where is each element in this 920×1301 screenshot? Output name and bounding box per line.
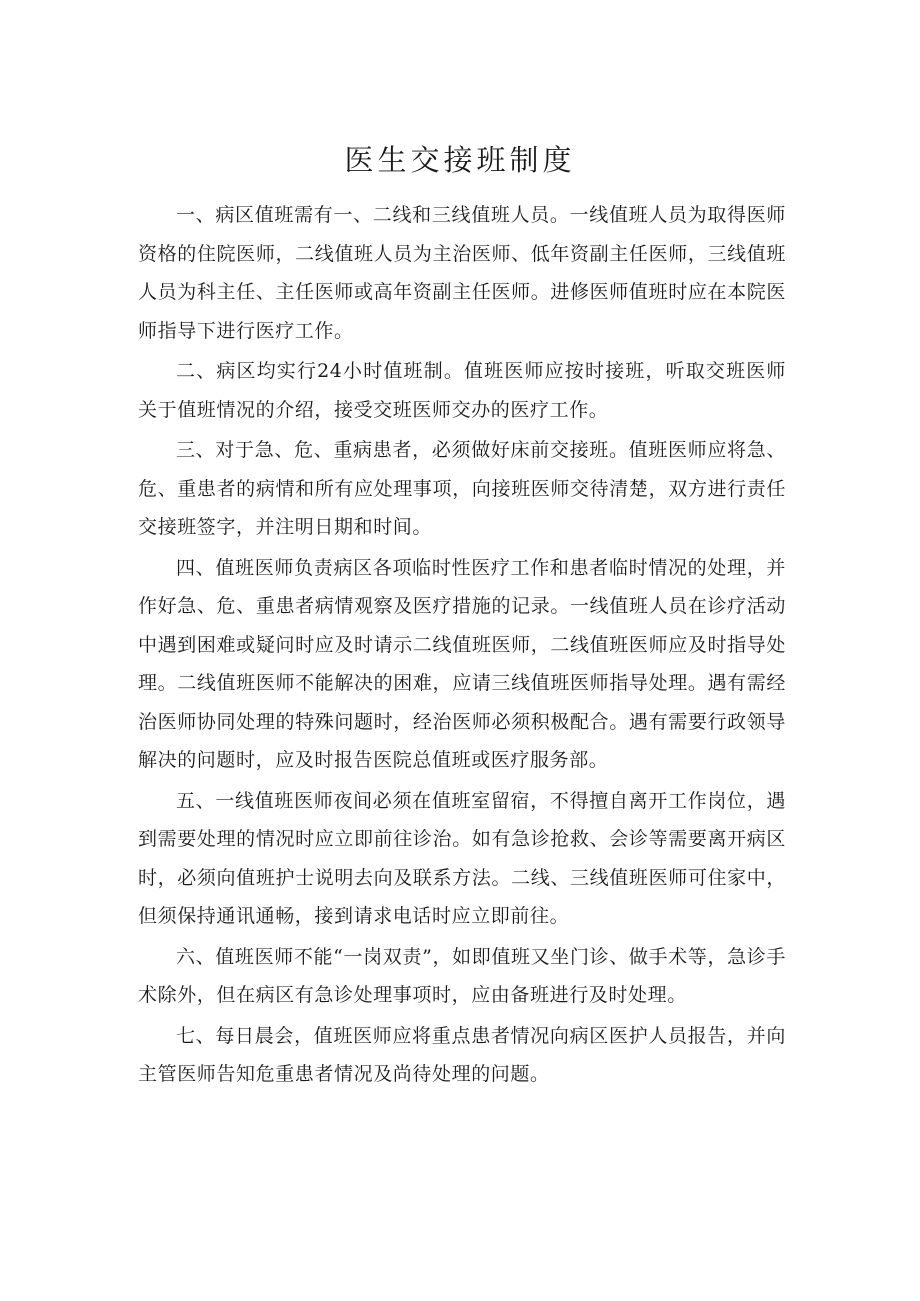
paragraph-5: 五、一线值班医师夜间必须在值班室留宿，不得擅自离开工作岗位，遇到需要处理的情况时应立即前往诊治。如有急诊抢救、会诊等需要离开病区时，必须向值班护士说明去向及联系方法。二线、三线值班医师可住家中，但须保持通讯通畅，接到请求电话时应立即前往。 [138, 789, 786, 927]
paragraph-2: 二、病区均实行24小时值班制。值班医师应按时接班，听取交班医师关于值班情况的介绍，接受交班医师交办的医疗工作。 [138, 360, 786, 421]
paragraph-7: 七、每日晨会，值班医师应将重点患者情况向病区医护人员报告，并向主管医师告知危重患者情况及尚待处理的问题。 [138, 1024, 786, 1085]
paragraph-1: 一、病区值班需有一、二线和三线值班人员。一线值班人员为取得医师资格的住院医师，二线值班人员为主治医师、低年资副主任医师，三线值班人员为科主任、主任医师或高年资副主任医师。进修医师值班时应在本院医师指导下进行医疗工作。 [138, 204, 786, 342]
document-body [138, 196, 786, 1096]
paragraph-4: 四、值班医师负责病区各项临时性医疗工作和患者临时情况的处理，并作好急、危、重患者病情观察及医疗措施的记录。一线值班人员在诊疗活动中遇到困难或疑问时应及时请示二线值班医师，二线值班医师应及时指导处理。二线值班医师不能解决的困难，应请三线值班医师指导处理。遇有需经治医师协同处理的特殊问题时，经治医师必须积极配合。遇有需要行政领导解决的问题时，应及时报告医院总值班或医疗服务部。 [138, 556, 786, 771]
document-title: 医生交接班制度 [344, 143, 576, 177]
paragraph-6: 六、值班医师不能“一岗双责”，如即值班又坐门诊、做手术等，急诊手术除外，但在病区有急诊处理事项时，应由备班进行及时处理。 [138, 945, 786, 1006]
paragraph-3: 三、对于急、危、重病患者，必须做好床前交接班。值班医师应将急、危、重患者的病情和所有应处理事项，向接班医师交待清楚，双方进行责任交接班签字，并注明日期和时间。 [138, 439, 786, 538]
